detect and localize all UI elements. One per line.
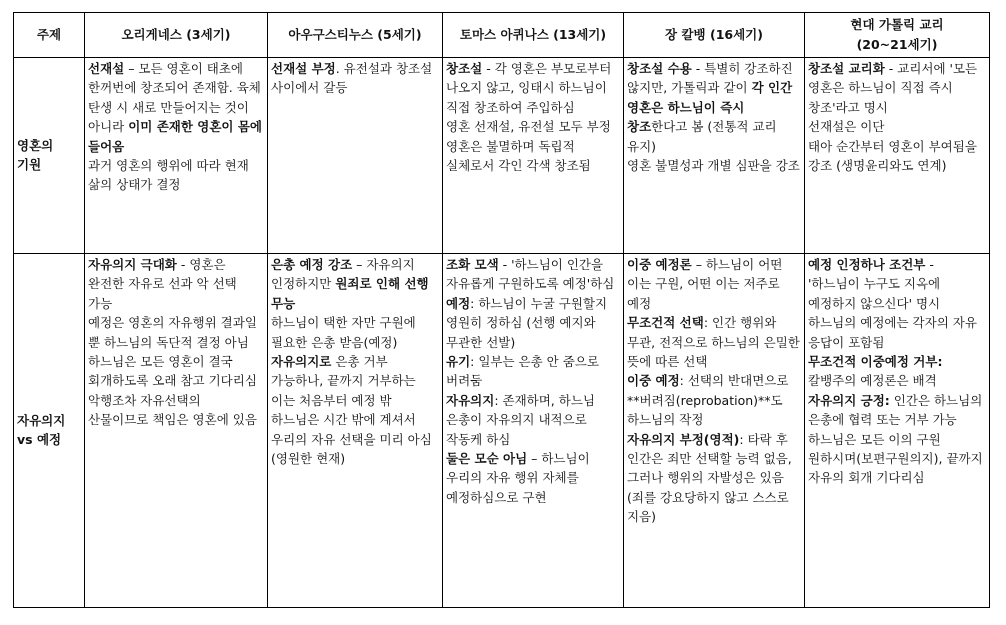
bold-text: 선재설 부정 [271,61,336,76]
header-modern-catholic: 현대 가톨릭 교리 (20~21세기) [805,13,990,58]
text: – 자유의지 인정하지만 [271,257,415,292]
cell-paragraph [808,117,986,136]
text: - 각 영혼은 부모로부터 나오지 않고, 잉태시 하느님이 직접 창조하여 주입하심 [446,61,612,115]
cell-paragraph [446,391,620,449]
bold-text: 이중 예정론 [627,257,692,272]
text: 하느님은 시간 밖에 계셔서 우리의 자유 선택을 미리 아심(영원한 현재) [271,412,432,467]
cell-calvin [624,254,805,608]
header-aquinas: 토마스 아퀴나스 (13세기) [443,13,624,58]
text: : 하느님이 누굴 구원할지 영원히 정하심 (선행 예지와 무관한 선발) [446,295,608,350]
cell-paragraph [88,59,264,156]
cell-paragraph [446,449,620,507]
cell-augustine [268,58,443,254]
text: : 인간 행위와 무관, 전적으로 하느님의 은밀한 뜻에 따른 선택 [627,315,800,370]
cell-paragraph [808,352,986,391]
header-topic: 주제 [14,13,85,58]
text: – 모든 영혼이 태초에 한꺼번에 창조되어 존재함. 육체 탄생 시 새로 만들어지는 것이 아니라 [88,61,261,135]
cell-paragraph [627,313,801,371]
text: 하느님은 모든 영혼이 결국 회개하도록 오래 참고 기다리심 [88,354,257,389]
bold-text: 무조건적 이중예정 거부: [808,354,943,370]
bold-text: 창조설 [446,61,483,76]
bold-text: 원죄로 인해 선행 무능 [271,276,429,311]
text: 영혼 선재설, 유전설 모두 부정 [446,119,611,135]
bold-text: 선재설 [88,61,125,76]
row-topic-cell: 영혼의 기원 [14,58,85,254]
bold-text: 이미 존재한 영혼이 몸에 들어옴 [88,119,263,154]
cell-paragraph [446,255,620,294]
text: 한다고 봄 (전통적 교리 유지) [627,119,777,154]
text: 예정은 영혼의 자유행위 결과일 뿐 하느님의 독단적 결정 아님 [88,315,257,350]
text: : 존재하며, 하느님 은총이 자유의지 내적으로 작동케 하심 [446,392,595,447]
bold-text: 자유의지 [446,392,495,408]
cell-paragraph [88,156,264,195]
cell-paragraph [271,59,439,98]
cell-paragraph [627,371,801,429]
text: : 타락 후 인간은 죄만 선택할 능력 없음, 그러나 행위의 자발성은 있음(죄를 강요당하지 않고 스스로 지음) [627,431,792,525]
cell-paragraph [271,255,439,313]
cell-origen [85,58,268,254]
cell-augustine [268,254,443,608]
cell-paragraph [808,430,986,488]
cell-paragraph [808,137,986,176]
cell-aquinas [443,58,624,254]
bold-text: 무조건적 선택 [627,315,704,331]
bold-text: 은총 예정 강조 [271,257,353,272]
text: - 특별히 강조하진 않지만, 가톨릭과 같이 [627,61,793,96]
text: - 교리서에 '모든 영혼은 하느님이 직접 즉시 창조'라고 명시 [808,61,978,115]
text: 과거 영혼의 행위에 따라 현재 삶의 상태가 결정 [88,158,249,193]
bold-text: 자유의지 부정(영적) [627,431,740,447]
cell-paragraph [627,156,801,175]
text: 하느님은 모든 이의 구원 원하시며(보편구원의지), 끝까지 자유의 회개 기다리심 [808,431,983,486]
text: 하느님이 택한 자만 구원에 필요한 은총 받음(예정) [271,315,416,350]
cell-calvin [624,58,805,254]
row-origin-of-soul [14,58,990,254]
cell-paragraph [808,391,986,430]
text: 은총 거부 가능하나, 끝까지 거부하는 이는 처음부터 예정 밖 [271,354,416,408]
cell-origen [85,254,268,608]
text: - '하느님이 누구도 지옥에 예정하지 않으신다' 명시 [808,257,941,311]
text: 악행조차 자유선택의 산물이므로 책임은 영혼에 있음 [88,392,257,428]
cell-paragraph [627,255,801,313]
text: : 선택의 반대면으로 **버려짐(reprobation)**도 하느님의 작정 [627,373,789,428]
bold-text: 자유의지 극대화 [88,257,177,272]
text: – 하느님이 어떤 이는 구원, 어떤 이는 저주로 예정 [627,257,783,311]
header-augustine: 아우구스티누스 (5세기) [268,13,443,58]
comparison-table-container [13,12,990,608]
cell-paragraph [271,313,439,352]
text: 하느님의 예정에는 각자의 자유 응답이 포함됨 [808,315,977,350]
cell-paragraph [627,430,801,527]
cell-paragraph [627,59,801,156]
cell-paragraph [88,391,264,430]
cell-aquinas [443,254,624,608]
cell-modern-catholic [805,58,990,254]
text: – 하느님이 우리의 자유 행위 자체를 예정하심으로 구현 [446,451,590,505]
cell-paragraph [271,352,439,410]
header-row [14,13,990,58]
cell-paragraph [808,313,986,352]
row-free-will-vs-predestination [14,254,990,608]
cell-paragraph [446,352,620,391]
cell-paragraph [446,294,620,352]
bold-text: 이중 예정 [627,373,680,389]
bold-text: 둘은 모순 아님 [446,451,528,467]
bold-text: 창조설 수용 [627,61,692,76]
text: 인간은 하느님의 은총에 협력 또는 거부 가능 [808,392,983,428]
bold-text: 자유의지로 [271,354,332,370]
bold-text: 유기 [446,354,471,370]
cell-modern-catholic [805,254,990,608]
text: - 영혼은 완전한 자유로 선과 악 선택 가능 [88,257,237,311]
cell-paragraph [808,255,986,313]
cell-paragraph [88,313,264,352]
text: 칼뱅주의 예정론은 배격 [808,373,937,389]
row-topic-cell: 자유의지 vs 예정 [14,254,85,608]
text: - '하느님이 인간을 자유롭게 구원하도록 예정'하심 [446,257,615,292]
text: 선재설은 이단 [808,119,885,135]
cell-paragraph [446,59,620,117]
header-origen: 오리게네스 (3세기) [85,13,268,58]
cell-paragraph [808,59,986,117]
bold-text: 조화 모색 [446,257,499,272]
bold-text: 창조설 교리화 [808,61,885,76]
text: 영혼 불멸성과 개별 심판을 강조 [627,158,800,174]
cell-paragraph [88,352,264,391]
cell-paragraph [446,117,620,136]
comparison-table [13,12,990,608]
text: 영혼은 불멸하며 독립적 실체로서 각인 각색 창조됨 [446,138,591,174]
text: 태아 순간부터 영혼이 부여됨을 강조 (생명윤리와도 연계) [808,138,977,174]
cell-paragraph [446,137,620,176]
bold-text: 예정 인정하나 조건부 [808,257,926,272]
text: : 일부는 은총 안 줌으로 버려둠 [446,354,599,389]
text: . 유전설과 창조설 사이에서 갈등 [271,61,433,96]
header-calvin: 장 칼뱅 (16세기) [624,13,805,58]
bold-text: 예정 [446,295,471,311]
bold-text: 자유의지 긍정: [808,392,890,408]
cell-paragraph [271,410,439,468]
bold-text: 각 인간 영혼은 하느님이 즉시 창조 [627,80,793,135]
cell-paragraph [88,255,264,313]
